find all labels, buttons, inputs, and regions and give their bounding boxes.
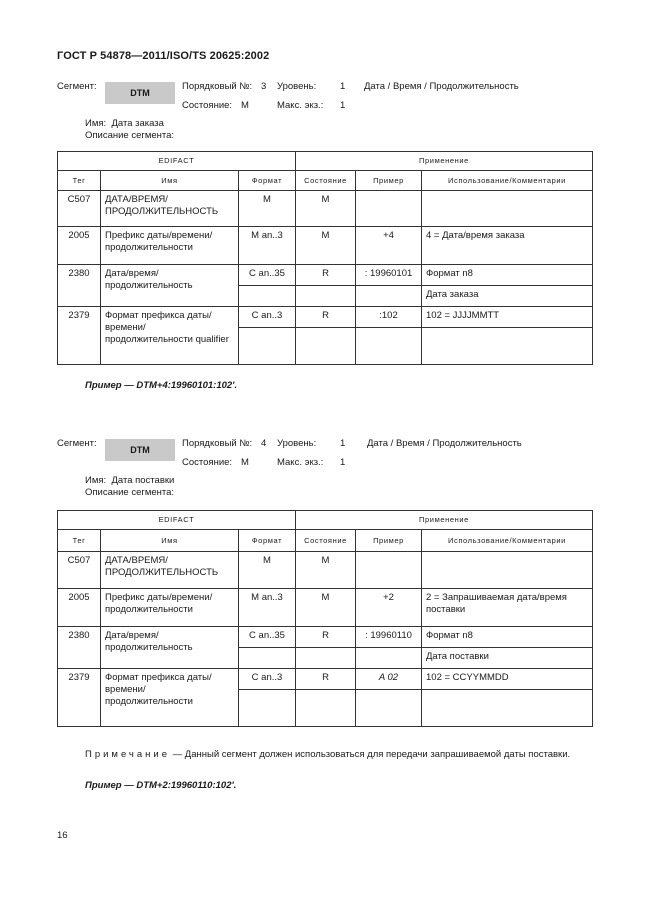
- max-label: Макс. экз.:: [277, 457, 324, 468]
- example-cell: : 19960101: [356, 265, 422, 286]
- tag-cell: 2379: [58, 669, 101, 727]
- order-value: 3: [261, 81, 267, 92]
- segment-label: Сегмент:: [57, 81, 97, 92]
- format-cell: M: [239, 552, 296, 589]
- usage-header: Применение: [296, 511, 593, 530]
- comment-cell: 2 = Запрашиваемая дата/время поставки: [422, 589, 593, 627]
- format-cell: M an..3: [239, 589, 296, 627]
- name-header: Имя: [101, 530, 239, 552]
- max-value: 1: [340, 457, 346, 468]
- comment-cell: [422, 552, 593, 589]
- status-cell: M: [296, 191, 356, 227]
- table-row: [58, 307, 593, 328]
- status-value: M: [241, 100, 249, 111]
- format-header: Формат: [239, 171, 296, 191]
- example-cell: : 19960110: [356, 627, 422, 648]
- description-label: Описание сегмента:: [85, 487, 175, 498]
- status-header: Состояние: [296, 171, 356, 191]
- edifact-header: EDIFACT: [58, 511, 296, 530]
- status-header: Состояние: [296, 530, 356, 552]
- level-value: 1: [340, 81, 346, 92]
- name-header: Имя: [101, 171, 239, 191]
- max-label: Макс. экз.:: [277, 100, 324, 111]
- level-label: Уровень:: [277, 438, 317, 449]
- comment-cell: 4 = Дата/время заказа: [422, 227, 593, 265]
- format-cell: C an..3: [239, 307, 296, 328]
- tag-cell: 2005: [58, 589, 101, 627]
- comment-cell: 102 = JJJJMMTT: [422, 307, 593, 328]
- name-value: Дата поставки: [111, 475, 175, 486]
- status-cell: R: [296, 669, 356, 690]
- tag-cell: 2379: [58, 307, 101, 365]
- format-header: Формат: [239, 530, 296, 552]
- level-label: Уровень:: [277, 81, 317, 92]
- comment-cell: Дата поставки: [422, 648, 593, 669]
- name-cell: Префикс даты/времени/ продолжительности: [101, 227, 239, 265]
- segment-table: [57, 510, 593, 727]
- format-cell: C an..35: [239, 627, 296, 648]
- name-cell: Формат префикса даты/времени/ продолжительности: [101, 669, 239, 727]
- example-cell: +2: [356, 589, 422, 627]
- segment-table: [57, 151, 593, 365]
- example-line: Пример — DTM+2:19960110:102'.: [85, 780, 237, 791]
- name-cell: ДАТА/ВРЕМЯ/ ПРОДОЛЖИТЕЛЬНОСТЬ: [101, 552, 239, 589]
- status-label: Состояние:: [182, 457, 233, 468]
- tag-cell: 2380: [58, 627, 101, 669]
- table-row: [58, 669, 593, 690]
- order-label: Порядковый №:: [182, 81, 253, 92]
- order-label: Порядковый №:: [182, 438, 253, 449]
- name-label: Имя:: [85, 118, 107, 129]
- format-cell: C an..35: [239, 265, 296, 286]
- page-number: 16: [57, 830, 68, 841]
- edifact-header: EDIFACT: [58, 152, 296, 171]
- example-line: Пример — DTM+4:19960101:102'.: [85, 380, 238, 391]
- usage-header: Применение: [296, 152, 593, 171]
- tag-cell: C507: [58, 552, 101, 589]
- name-cell: Дата/время/ продолжительность: [101, 265, 239, 307]
- status-cell: M: [296, 589, 356, 627]
- tag-header: Тег: [58, 530, 101, 552]
- table-row: [58, 191, 593, 227]
- tag-cell: 2005: [58, 227, 101, 265]
- example-cell: A 02: [356, 669, 422, 690]
- name-cell: Префикс даты/времени/ продолжительности: [101, 589, 239, 627]
- note-text: — Данный сегмент должен использоваться для передачи запрашиваемой даты поставки.: [170, 749, 571, 760]
- tag-cell: C507: [58, 191, 101, 227]
- status-label: Состояние:: [182, 100, 233, 111]
- segment-title: Дата / Время / Продолжительность: [364, 81, 519, 92]
- comments-header: Использование/Комментарии: [422, 171, 593, 191]
- segment-code-badge: DTM: [105, 439, 175, 461]
- status-cell: R: [296, 265, 356, 286]
- status-cell: R: [296, 307, 356, 328]
- table-row: [58, 589, 593, 627]
- segment-code-badge: DTM: [105, 82, 175, 104]
- table-row: [58, 627, 593, 648]
- status-value: M: [241, 457, 249, 468]
- segment-label: Сегмент:: [57, 438, 97, 449]
- name-cell: Дата/время/ продолжительность: [101, 627, 239, 669]
- format-cell: M: [239, 191, 296, 227]
- example-header: Пример: [356, 530, 422, 552]
- status-cell: M: [296, 227, 356, 265]
- status-cell: R: [296, 627, 356, 648]
- comment-cell: [422, 191, 593, 227]
- name-value: Дата заказа: [111, 118, 164, 129]
- example-cell: +4: [356, 227, 422, 265]
- order-value: 4: [261, 438, 267, 449]
- comment-cell: Дата заказа: [422, 286, 593, 307]
- comment-cell: Формат n8: [422, 265, 593, 286]
- tag-cell: 2380: [58, 265, 101, 307]
- segment-title: Дата / Время / Продолжительность: [367, 438, 522, 449]
- tag-header: Тег: [58, 171, 101, 191]
- note-paragraph: [57, 748, 592, 761]
- format-cell: C an..3: [239, 669, 296, 690]
- level-value: 1: [340, 438, 346, 449]
- comments-header: Использование/Комментарии: [422, 530, 593, 552]
- example-cell: [356, 552, 422, 589]
- name-line: [85, 475, 174, 486]
- example-cell: :102: [356, 307, 422, 328]
- name-cell: ДАТА/ВРЕМЯ/ ПРОДОЛЖИТЕЛЬНОСТЬ: [101, 191, 239, 227]
- name-label: Имя:: [85, 475, 107, 486]
- document-header: ГОСТ Р 54878—2011/ISO/TS 20625:2002: [57, 50, 270, 62]
- comment-cell: Формат n8: [422, 627, 593, 648]
- table-row: [58, 227, 593, 265]
- max-value: 1: [340, 100, 346, 111]
- status-cell: M: [296, 552, 356, 589]
- comment-cell: 102 = CCYYMMDD: [422, 669, 593, 690]
- format-cell: M an..3: [239, 227, 296, 265]
- description-label: Описание сегмента:: [85, 130, 175, 141]
- table-row: [58, 265, 593, 286]
- name-line: [85, 118, 164, 129]
- note-label: Примечание: [85, 749, 170, 760]
- example-header: Пример: [356, 171, 422, 191]
- example-cell: [356, 191, 422, 227]
- table-row: [58, 552, 593, 589]
- name-cell: Формат префикса даты/времени/ продолжительности qualifier: [101, 307, 239, 365]
